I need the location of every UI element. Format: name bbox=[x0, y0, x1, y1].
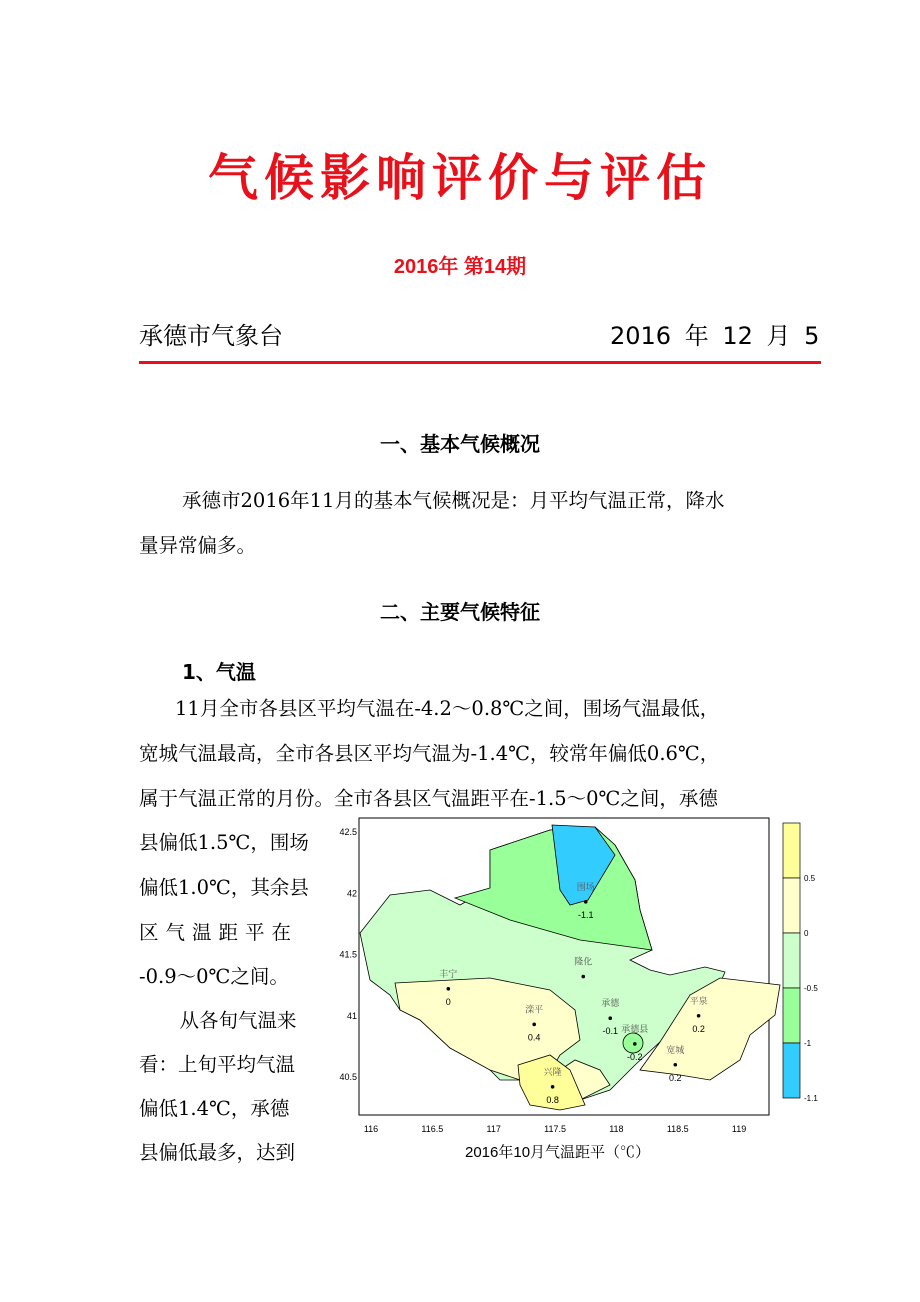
document-title: 气候影响评价与评估 bbox=[208, 149, 712, 207]
x-tick-label: 117 bbox=[486, 1124, 501, 1134]
paragraph-line: 属于气温正常的月份。全市各县区气温距平在-1.5～0℃之间，承德 bbox=[139, 787, 718, 810]
paragraph-line: -0.9～0℃之间。 bbox=[139, 965, 289, 988]
station-value: -1.1 bbox=[577, 909, 594, 920]
paragraph-line: 11月全市各县区平均气温在-4.2～0.8℃之间，围场气温最低， bbox=[175, 697, 720, 720]
station-name: 承德县 bbox=[621, 1023, 649, 1034]
station-dot bbox=[584, 900, 588, 904]
paragraph-line: 区气温距平在 bbox=[139, 921, 299, 944]
x-tick-label: 116.5 bbox=[421, 1124, 444, 1134]
legend-swatch bbox=[783, 988, 800, 1043]
station-dot bbox=[673, 1063, 677, 1067]
legend-colorbar bbox=[783, 823, 818, 1103]
subsection-heading: 1、气温 bbox=[182, 660, 256, 684]
publish-date: 2016 年 12 月 5 bbox=[610, 322, 820, 350]
station-name: 宽城 bbox=[666, 1044, 685, 1055]
station-value: 0 bbox=[445, 996, 451, 1007]
station-dot bbox=[608, 1016, 612, 1020]
station-name: 兴隆 bbox=[543, 1066, 562, 1077]
paragraph-line: 偏低1.4℃，承德 bbox=[139, 1097, 290, 1120]
x-tick-label: 118 bbox=[609, 1124, 624, 1134]
station-dot bbox=[532, 1023, 536, 1027]
legend-swatch bbox=[783, 878, 800, 933]
station-name: 围场 bbox=[576, 881, 595, 892]
paragraph-line: 县偏低最多，达到 bbox=[139, 1141, 296, 1164]
station-name: 丰宁 bbox=[439, 968, 458, 979]
legend-label: -0.5 bbox=[804, 984, 818, 993]
legend-label: 0 bbox=[804, 929, 809, 938]
paragraph-line: 从各旬气温来 bbox=[160, 1009, 297, 1032]
station-dot bbox=[633, 1042, 637, 1046]
paragraph-line: 宽城气温最高，全市各县区平均气温为-1.4℃，较常年偏低0.6℃， bbox=[139, 742, 720, 765]
paragraph-line: 量异常偏多。 bbox=[139, 534, 257, 557]
station-value: -0.2 bbox=[627, 1051, 643, 1062]
station-value: 0.2 bbox=[669, 1072, 682, 1083]
station-value: 0.2 bbox=[692, 1023, 705, 1034]
section-heading: 二、主要气候特征 bbox=[380, 600, 540, 624]
y-tick-label: 42.5 bbox=[339, 827, 357, 837]
y-tick-label: 41.5 bbox=[339, 949, 357, 960]
legend-label: -1.1 bbox=[804, 1094, 818, 1103]
station-dot bbox=[447, 987, 451, 991]
station-value: 0.4 bbox=[527, 1032, 541, 1043]
paragraph-line: 县偏低1.5℃，围场 bbox=[139, 831, 309, 854]
station-dot bbox=[551, 1085, 555, 1089]
station-dot bbox=[581, 975, 585, 979]
x-tick-label: 117.5 bbox=[544, 1124, 566, 1134]
section-heading: 一、基本气候概况 bbox=[380, 432, 540, 456]
station-value: 0.8 bbox=[546, 1094, 559, 1105]
y-tick-label: 40.5 bbox=[339, 1072, 357, 1082]
legend-swatch bbox=[783, 933, 800, 988]
station-name: 承德 bbox=[601, 998, 620, 1009]
x-tick-label: 119 bbox=[731, 1124, 747, 1134]
station-name: 隆化 bbox=[574, 956, 593, 967]
issue-number: 2016年 第14期 bbox=[393, 256, 527, 278]
map-caption: 2016年10月气温距平（℃） bbox=[465, 1144, 651, 1161]
legend-swatch bbox=[783, 823, 800, 878]
legend-label: 0.5 bbox=[804, 874, 816, 883]
paragraph-line: 看：上旬平均气温 bbox=[139, 1053, 296, 1076]
temperature-anomaly-map bbox=[330, 810, 820, 1140]
station-name: 平泉 bbox=[689, 995, 708, 1006]
paragraph-line: 承德市2016年11月的基本气候概况是：月平均气温正常，降水 bbox=[182, 489, 725, 512]
y-tick-label: 41 bbox=[346, 1010, 357, 1021]
y-tick-label: 42 bbox=[346, 888, 357, 899]
station-value: -0.1 bbox=[602, 1026, 619, 1037]
paragraph-line: 偏低1.0℃，其余县 bbox=[139, 876, 309, 899]
x-tick-label: 116 bbox=[363, 1124, 379, 1134]
legend-swatch bbox=[783, 1043, 800, 1098]
legend-label: -1 bbox=[804, 1039, 812, 1048]
station-name: 滦平 bbox=[525, 1004, 544, 1015]
x-tick-label: 118.5 bbox=[666, 1124, 689, 1134]
organization: 承德市气象台 bbox=[139, 322, 283, 350]
station-dot bbox=[697, 1014, 701, 1018]
